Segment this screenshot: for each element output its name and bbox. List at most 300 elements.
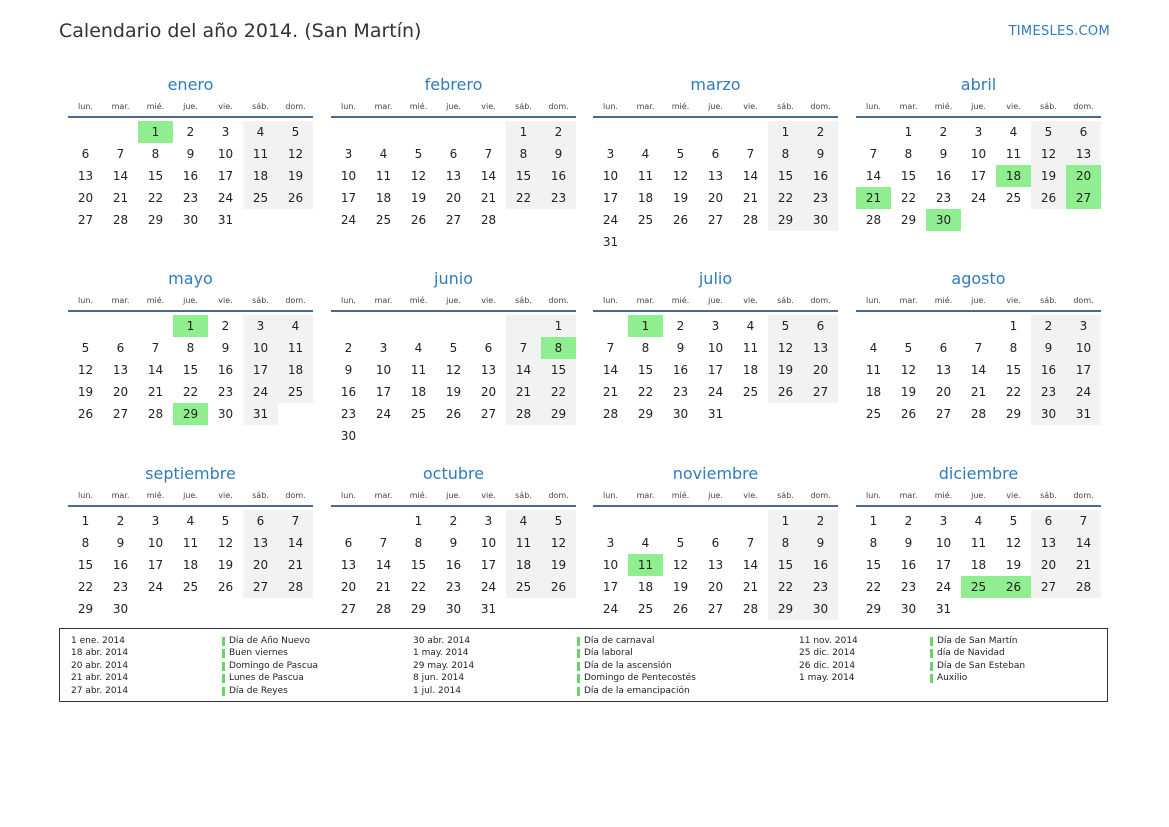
day-cell: 1	[506, 121, 541, 143]
day-cell: 4	[869, 341, 878, 355]
legend-holiday-name: Buen viernes	[222, 647, 288, 659]
day-cell: 23	[803, 187, 838, 209]
day-cell: 18	[410, 385, 427, 399]
day-grid	[593, 315, 838, 425]
weekday-label: jue.	[446, 491, 461, 500]
day-cell: 27	[112, 407, 129, 421]
empty-cell	[506, 598, 541, 620]
day-grid	[856, 121, 1101, 231]
day-cell: 15	[900, 169, 917, 183]
day-cell: 13	[445, 169, 462, 183]
day-cell: 24	[480, 580, 497, 594]
day-cell: 18	[970, 558, 987, 572]
day-cell: 7	[116, 147, 125, 161]
day-cell: 16	[182, 169, 199, 183]
day-cell: 22	[147, 191, 164, 205]
empty-cell	[138, 315, 173, 337]
month-abril	[856, 74, 1101, 231]
empty-cell	[1031, 209, 1066, 231]
weekday-label: sáb.	[515, 491, 532, 500]
weekday-label: mié.	[146, 102, 165, 111]
day-cell: 16	[445, 558, 462, 572]
weekday-label: mar.	[636, 491, 655, 500]
empty-cell	[996, 209, 1031, 231]
day-cell: 2	[939, 125, 948, 139]
page-title: Calendario del año 2014. (San Martín)	[59, 20, 422, 42]
empty-cell	[698, 510, 733, 532]
day-cell: 1	[768, 121, 803, 143]
legend-holiday-name: Lunes de Pascua	[222, 672, 304, 684]
empty-cell	[593, 121, 628, 143]
empty-cell	[208, 598, 243, 620]
day-cell: 14	[742, 169, 759, 183]
weekday-header	[593, 294, 838, 312]
month-name: julio	[698, 269, 733, 288]
legend-holiday-name: día de Navidad	[930, 647, 1005, 659]
empty-cell	[926, 315, 961, 337]
day-cell: 14	[375, 558, 392, 572]
day-cell: 26	[541, 576, 576, 598]
day-cell: 1	[138, 121, 173, 143]
day-cell: 18	[637, 191, 654, 205]
weekday-label: dom.	[1073, 102, 1094, 111]
day-cell: 10	[935, 536, 952, 550]
day-cell: 28	[742, 213, 759, 227]
day-cell: 18	[243, 165, 278, 187]
site-link[interactable]: TIMESLES.COM	[1008, 24, 1110, 39]
day-grid	[331, 121, 576, 231]
day-cell: 27	[707, 602, 724, 616]
day-cell: 7	[974, 341, 983, 355]
day-cell: 19	[278, 165, 313, 187]
day-cell: 14	[506, 359, 541, 381]
day-cell: 29	[173, 403, 208, 425]
day-cell: 12	[1031, 143, 1066, 165]
empty-cell	[436, 425, 471, 447]
empty-cell	[103, 121, 138, 143]
day-cell: 5	[904, 341, 913, 355]
day-cell: 31	[602, 235, 619, 249]
day-cell: 20	[445, 191, 462, 205]
day-cell: 27	[935, 407, 952, 421]
day-cell: 20	[340, 580, 357, 594]
weekday-header	[331, 100, 576, 118]
legend-date: 18 abr. 2014	[71, 648, 129, 659]
weekday-label: mié.	[934, 296, 953, 305]
empty-cell	[173, 598, 208, 620]
day-cell: 24	[217, 191, 234, 205]
empty-cell	[593, 510, 628, 532]
day-cell: 11	[970, 536, 987, 550]
month-name: mayo	[168, 269, 213, 288]
day-cell: 1	[628, 315, 663, 337]
empty-cell	[996, 598, 1031, 620]
empty-cell	[733, 231, 768, 253]
day-cell: 9	[803, 143, 838, 165]
day-cell: 5	[768, 315, 803, 337]
empty-cell	[366, 121, 401, 143]
weekday-label: jue.	[183, 102, 198, 111]
weekday-label: vie.	[1006, 491, 1021, 500]
day-cell: 12	[672, 558, 689, 572]
day-cell: 15	[637, 363, 654, 377]
day-cell: 6	[803, 315, 838, 337]
day-cell: 17	[147, 558, 164, 572]
day-cell: 7	[506, 337, 541, 359]
day-cell: 22	[865, 580, 882, 594]
day-cell: 28	[147, 407, 164, 421]
day-cell: 22	[1005, 385, 1022, 399]
day-cell: 16	[935, 169, 952, 183]
day-grid	[593, 121, 838, 253]
legend-date: 8 jun. 2014	[413, 673, 465, 684]
day-cell: 13	[1031, 532, 1066, 554]
day-cell: 7	[484, 147, 493, 161]
day-cell: 5	[221, 514, 230, 528]
month-julio	[593, 268, 838, 425]
day-cell: 9	[344, 363, 353, 377]
weekday-label: lun.	[341, 102, 356, 111]
day-cell: 16	[340, 385, 357, 399]
empty-cell	[103, 315, 138, 337]
day-grid	[856, 510, 1101, 620]
legend-date: 26 dic. 2014	[799, 660, 856, 671]
month-name: octubre	[422, 464, 485, 483]
day-cell: 11	[375, 169, 392, 183]
weekday-label: lun.	[866, 296, 881, 305]
day-cell: 2	[676, 319, 685, 333]
day-cell: 21	[147, 385, 164, 399]
day-cell: 13	[707, 558, 724, 572]
day-cell: 23	[672, 385, 689, 399]
day-cell: 27	[445, 213, 462, 227]
day-cell: 19	[672, 580, 689, 594]
day-cell: 29	[865, 602, 882, 616]
legend-holiday-name: Día de carnaval	[577, 635, 654, 647]
empty-cell	[278, 403, 313, 425]
weekday-label: vie.	[481, 296, 496, 305]
day-cell: 7	[869, 147, 878, 161]
day-cell: 25	[865, 407, 882, 421]
day-cell: 2	[803, 510, 838, 532]
day-cell: 5	[676, 536, 685, 550]
weekday-label: lun.	[603, 296, 618, 305]
day-cell: 11	[1005, 147, 1022, 161]
day-cell: 4	[746, 319, 755, 333]
day-cell: 28	[602, 407, 619, 421]
day-cell: 16	[217, 363, 234, 377]
day-cell: 21	[742, 580, 759, 594]
day-cell: 23	[217, 385, 234, 399]
empty-cell	[401, 425, 436, 447]
day-cell: 14	[742, 558, 759, 572]
day-cell: 6	[711, 147, 720, 161]
day-cell: 3	[221, 125, 230, 139]
day-cell: 18	[742, 363, 759, 377]
day-cell: 25	[742, 385, 759, 399]
weekday-header	[593, 489, 838, 507]
empty-cell	[401, 121, 436, 143]
weekday-label: mié.	[671, 296, 690, 305]
weekday-header	[331, 294, 576, 312]
day-cell: 17	[935, 558, 952, 572]
day-cell: 23	[112, 580, 129, 594]
day-cell: 8	[869, 536, 878, 550]
weekday-label: jue.	[971, 102, 986, 111]
weekday-label: mar.	[899, 296, 918, 305]
day-cell: 17	[340, 191, 357, 205]
empty-cell	[366, 315, 401, 337]
day-cell: 27	[803, 381, 838, 403]
empty-cell	[331, 315, 366, 337]
day-cell: 7	[278, 510, 313, 532]
weekday-header	[68, 489, 313, 507]
day-cell: 25	[637, 602, 654, 616]
weekday-label: jue.	[971, 296, 986, 305]
empty-cell	[436, 315, 471, 337]
day-cell: 30	[900, 602, 917, 616]
day-cell: 20	[77, 191, 94, 205]
month-febrero	[331, 74, 576, 231]
empty-cell	[1066, 209, 1101, 231]
day-cell: 15	[1005, 363, 1022, 377]
month-diciembre	[856, 463, 1101, 620]
legend-holiday-name: Día de San Martín	[930, 635, 1017, 647]
empty-cell	[331, 121, 366, 143]
day-cell: 14	[112, 169, 129, 183]
empty-cell	[628, 231, 663, 253]
day-cell: 23	[182, 191, 199, 205]
day-cell: 4	[1009, 125, 1018, 139]
month-name: agosto	[951, 269, 1006, 288]
weekday-label: jue.	[183, 491, 198, 500]
day-cell: 10	[375, 363, 392, 377]
day-cell: 24	[1066, 381, 1101, 403]
empty-cell	[541, 209, 576, 231]
day-cell: 10	[243, 337, 278, 359]
empty-cell	[698, 121, 733, 143]
day-cell: 31	[217, 213, 234, 227]
day-cell: 22	[541, 381, 576, 403]
day-cell: 12	[900, 363, 917, 377]
weekday-label: dom.	[285, 491, 306, 500]
day-cell: 10	[602, 558, 619, 572]
weekday-label: jue.	[708, 296, 723, 305]
day-cell: 13	[1066, 143, 1101, 165]
legend-date: 1 may. 2014	[799, 673, 855, 684]
day-cell: 8	[151, 147, 160, 161]
day-grid	[856, 315, 1101, 425]
day-cell: 17	[970, 169, 987, 183]
weekday-label: vie.	[481, 102, 496, 111]
weekday-label: dom.	[1073, 296, 1094, 305]
empty-cell	[401, 315, 436, 337]
day-cell: 3	[939, 514, 948, 528]
weekday-label: mar.	[899, 102, 918, 111]
day-cell: 26	[900, 407, 917, 421]
day-cell: 20	[707, 191, 724, 205]
day-cell: 20	[803, 359, 838, 381]
day-cell: 9	[803, 532, 838, 554]
month-enero	[68, 74, 313, 231]
day-cell: 12	[768, 337, 803, 359]
day-cell: 27	[340, 602, 357, 616]
empty-cell	[471, 425, 506, 447]
month-agosto	[856, 268, 1101, 425]
weekday-label: vie.	[743, 102, 758, 111]
day-cell: 7	[1066, 510, 1101, 532]
day-cell: 17	[707, 363, 724, 377]
day-cell: 1	[541, 315, 576, 337]
weekday-label: lun.	[78, 102, 93, 111]
day-cell: 30	[445, 602, 462, 616]
day-cell: 26	[77, 407, 94, 421]
day-cell: 8	[506, 143, 541, 165]
day-cell: 30	[803, 598, 838, 620]
day-cell: 17	[217, 169, 234, 183]
weekday-label: dom.	[810, 296, 831, 305]
day-cell: 11	[506, 532, 541, 554]
day-cell: 1	[414, 514, 423, 528]
day-cell: 23	[900, 580, 917, 594]
legend-date: 11 nov. 2014	[799, 636, 858, 646]
day-cell: 9	[939, 147, 948, 161]
day-cell: 22	[506, 187, 541, 209]
day-cell: 25	[1005, 191, 1022, 205]
legend-date: 25 dic. 2014	[799, 648, 856, 659]
weekday-label: jue.	[708, 102, 723, 111]
day-cell: 2	[221, 319, 230, 333]
empty-cell	[471, 315, 506, 337]
weekday-header	[68, 294, 313, 312]
day-cell: 10	[340, 169, 357, 183]
day-cell: 19	[768, 359, 803, 381]
day-cell: 3	[344, 147, 353, 161]
weekday-label: sáb.	[515, 296, 532, 305]
weekday-label: lun.	[603, 491, 618, 500]
day-cell: 4	[641, 536, 650, 550]
day-cell: 7	[746, 536, 755, 550]
month-septiembre	[68, 463, 313, 620]
day-cell: 25	[410, 407, 427, 421]
empty-cell	[733, 403, 768, 425]
day-cell: 8	[904, 147, 913, 161]
day-cell: 30	[672, 407, 689, 421]
day-cell: 21	[506, 381, 541, 403]
weekday-label: vie.	[218, 102, 233, 111]
day-cell: 2	[803, 121, 838, 143]
day-cell: 14	[147, 363, 164, 377]
weekday-label: mié.	[934, 491, 953, 500]
day-cell: 4	[186, 514, 195, 528]
day-cell: 19	[900, 385, 917, 399]
month-octubre	[331, 463, 576, 620]
empty-cell	[1031, 598, 1066, 620]
day-grid	[68, 315, 313, 425]
day-cell: 31	[480, 602, 497, 616]
day-cell: 18	[375, 191, 392, 205]
legend-holiday-name: Auxilio	[930, 672, 967, 684]
day-cell: 5	[676, 147, 685, 161]
day-cell: 26	[672, 602, 689, 616]
empty-cell	[593, 315, 628, 337]
day-cell: 5	[1031, 121, 1066, 143]
day-cell: 18	[506, 554, 541, 576]
day-cell: 26	[768, 381, 803, 403]
day-cell: 1	[904, 125, 913, 139]
empty-cell	[733, 121, 768, 143]
day-cell: 21	[970, 385, 987, 399]
day-cell: 28	[375, 602, 392, 616]
weekday-label: mar.	[111, 296, 130, 305]
day-cell: 21	[375, 580, 392, 594]
day-cell: 12	[541, 532, 576, 554]
legend-holiday-name: Domingo de Pascua	[222, 660, 318, 672]
weekday-label: dom.	[285, 296, 306, 305]
weekday-label: lun.	[866, 491, 881, 500]
weekday-label: sáb.	[252, 296, 269, 305]
day-cell: 28	[480, 213, 497, 227]
day-cell: 6	[81, 147, 90, 161]
month-name: diciembre	[938, 464, 1019, 483]
weekday-label: mar.	[111, 102, 130, 111]
legend-date: 1 ene. 2014	[71, 636, 125, 646]
day-cell: 2	[541, 121, 576, 143]
day-cell: 17	[602, 580, 619, 594]
empty-cell	[803, 231, 838, 253]
day-cell: 10	[602, 169, 619, 183]
day-cell: 6	[484, 341, 493, 355]
day-cell: 24	[375, 407, 392, 421]
legend-date: 1 jul. 2014	[413, 685, 461, 696]
day-cell: 15	[182, 363, 199, 377]
day-cell: 21	[742, 191, 759, 205]
day-cell: 26	[1031, 187, 1066, 209]
weekday-label: dom.	[810, 491, 831, 500]
day-cell: 16	[541, 165, 576, 187]
day-cell: 13	[77, 169, 94, 183]
weekday-label: vie.	[481, 491, 496, 500]
weekday-label: mar.	[636, 296, 655, 305]
legend-holiday-name: Día de la emancipación	[577, 685, 690, 697]
day-cell: 13	[243, 532, 278, 554]
day-cell: 23	[340, 407, 357, 421]
day-cell: 23	[541, 187, 576, 209]
day-cell: 14	[602, 363, 619, 377]
day-cell: 8	[541, 337, 576, 359]
empty-cell	[803, 403, 838, 425]
month-marzo	[593, 74, 838, 253]
day-cell: 3	[1066, 315, 1101, 337]
day-cell: 29	[1005, 407, 1022, 421]
empty-cell	[768, 403, 803, 425]
day-cell: 29	[77, 602, 94, 616]
day-cell: 16	[900, 558, 917, 572]
day-cell: 3	[606, 536, 615, 550]
day-cell: 23	[445, 580, 462, 594]
day-grid	[331, 315, 576, 447]
day-cell: 6	[939, 341, 948, 355]
empty-cell	[278, 209, 313, 231]
day-cell: 27	[707, 213, 724, 227]
day-cell: 15	[865, 558, 882, 572]
weekday-label: sáb.	[1040, 102, 1057, 111]
day-cell: 5	[449, 341, 458, 355]
weekday-label: sáb.	[777, 296, 794, 305]
day-cell: 7	[606, 341, 615, 355]
empty-cell	[366, 510, 401, 532]
day-cell: 19	[672, 191, 689, 205]
